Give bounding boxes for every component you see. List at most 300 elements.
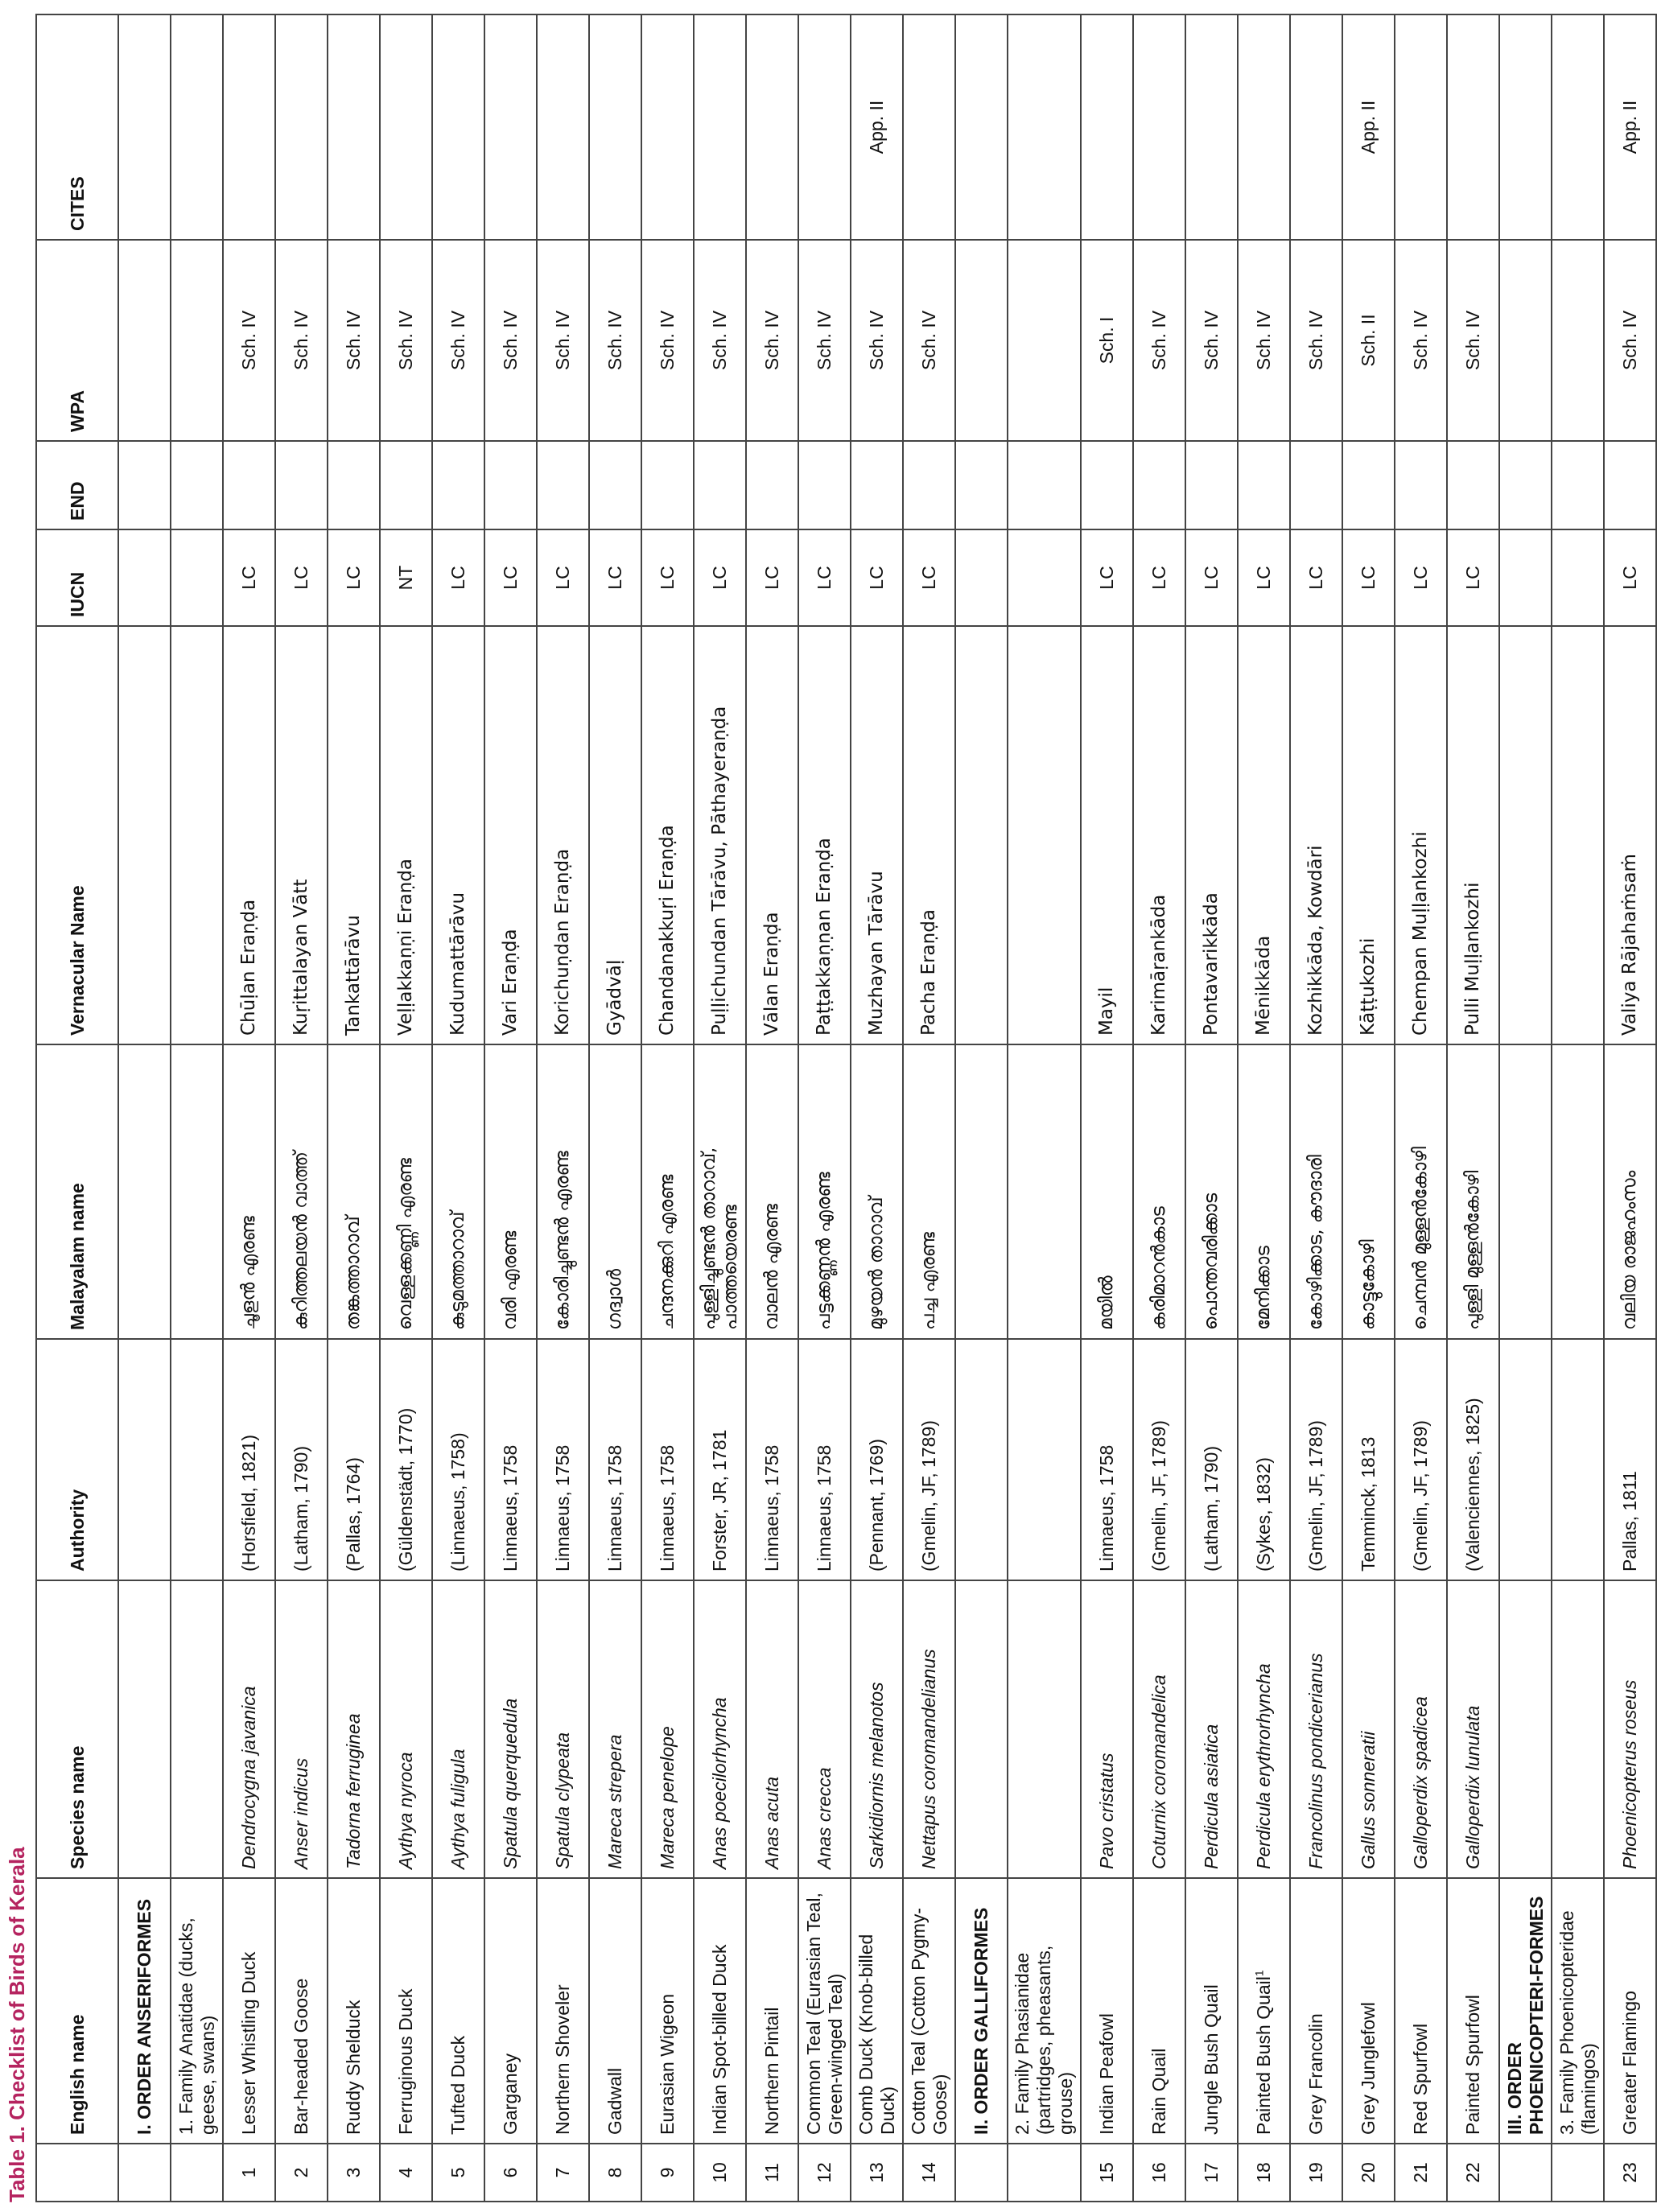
malayalam-name: പുള്ളിച്ചുണ്ടൻ താറാവ്, പാത്തയെരണ്ട: [694, 1044, 746, 1339]
table-row: [694, 14, 746, 2202]
species-name: Perdicula asiatica: [1185, 1580, 1238, 1878]
species-name: Spatula querquedula: [484, 1580, 537, 1878]
cites-appendix: [1185, 14, 1238, 240]
english-name-text: Cotton Teal (Cotton Pygmy-Goose): [907, 1907, 950, 2135]
english-name: [1395, 1878, 1447, 2144]
iucn-status: LC: [223, 529, 275, 626]
row-number-empty: [1499, 2144, 1552, 2202]
wpa-schedule: Sch. IV: [1238, 240, 1290, 441]
empty-cell: [955, 1044, 1008, 1339]
empty-cell: [1552, 14, 1604, 240]
iucn-status: LC: [328, 529, 380, 626]
empty-cell: [1552, 1044, 1604, 1339]
order-row: [955, 14, 1008, 2202]
endemic-status: [798, 441, 851, 529]
endemic-status: [380, 441, 432, 529]
english-name: [223, 1878, 275, 2144]
table-row: [328, 14, 380, 2202]
english-name: [537, 1878, 589, 2144]
english-name: [798, 1878, 851, 2144]
english-name: [1342, 1878, 1395, 2144]
empty-cell: [1499, 441, 1552, 529]
empty-cell: [1552, 1580, 1604, 1878]
row-number: 18: [1238, 2144, 1290, 2202]
footnote-marker: 1: [1252, 1970, 1266, 1977]
malayalam-name: മയിൽ: [1081, 1044, 1133, 1339]
cites-appendix: App. II: [1604, 14, 1656, 240]
endemic-status: [328, 441, 380, 529]
cites-appendix: [746, 14, 798, 240]
empty-cell: [1552, 1339, 1604, 1580]
family-label: 3. Family Phoenicopteridae (flamingos): [1552, 1878, 1604, 2144]
cites-appendix: [537, 14, 589, 240]
empty-cell: [118, 1044, 171, 1339]
english-name-text: Comb Duck (Knob-billed Duck): [855, 1934, 898, 2135]
english-name-text: Gadwall: [604, 2067, 625, 2135]
empty-cell: [1499, 1580, 1552, 1878]
empty-cell: [1552, 240, 1604, 441]
table-row: [589, 14, 641, 2202]
order-row: [1499, 14, 1552, 2202]
malayalam-name: ചൂളൻ എരണ്ട: [223, 1044, 275, 1339]
english-name: [1185, 1878, 1238, 2144]
vernacular-name: Muzhayan Tārāvu: [851, 626, 903, 1044]
wpa-schedule: Sch. I: [1081, 240, 1133, 441]
cites-appendix: [275, 14, 328, 240]
cites-appendix: [903, 14, 955, 240]
authority: (Horsfield, 1821): [223, 1339, 275, 1580]
english-name-text: Ferruginous Duck: [395, 1988, 416, 2135]
table-row: [537, 14, 589, 2202]
malayalam-name: വാലൻ എരണ്ട: [746, 1044, 798, 1339]
empty-cell: [171, 1339, 223, 1580]
empty-cell: [1552, 626, 1604, 1044]
species-name: Mareca penelope: [641, 1580, 694, 1878]
empty-cell: [1008, 1339, 1081, 1580]
vernacular-name: Chūḷan Eraṇḍa: [223, 626, 275, 1044]
header-malayalam-name: Malayalam name: [36, 1044, 118, 1339]
order-label: III. ORDER PHOENICOPTERI-FORMES: [1499, 1878, 1552, 2144]
row-number: 19: [1290, 2144, 1342, 2202]
vernacular-name: Gyādvāḷ: [589, 626, 641, 1044]
authority: (Gmelin, JF, 1789): [1290, 1339, 1342, 1580]
vernacular-name: Chempan Muḷḷankozhi: [1395, 626, 1447, 1044]
empty-cell: [171, 1580, 223, 1878]
table-row: [484, 14, 537, 2202]
row-number: 3: [328, 2144, 380, 2202]
wpa-schedule: Sch. IV: [484, 240, 537, 441]
empty-cell: [171, 626, 223, 1044]
iucn-status: LC: [746, 529, 798, 626]
empty-cell: [118, 441, 171, 529]
malayalam-name: പുള്ളി മുള്ളൻകോഴി: [1447, 1044, 1499, 1339]
vernacular-name: Korichuṇdan Eraṇḍa: [537, 626, 589, 1044]
species-name: Anas acuta: [746, 1580, 798, 1878]
species-name: Anser indicus: [275, 1580, 328, 1878]
malayalam-name: കുറിത്തലയൻ വാത്ത്: [275, 1044, 328, 1339]
empty-cell: [1552, 529, 1604, 626]
english-name: [1290, 1878, 1342, 2144]
row-number: 15: [1081, 2144, 1133, 2202]
species-name: Phoenicopterus roseus: [1604, 1580, 1656, 1878]
wpa-schedule: Sch. IV: [328, 240, 380, 441]
row-number: 6: [484, 2144, 537, 2202]
row-number: 5: [432, 2144, 484, 2202]
empty-cell: [171, 529, 223, 626]
wpa-schedule: Sch. IV: [223, 240, 275, 441]
english-name-text: Painted Spurfowl: [1462, 1995, 1483, 2135]
row-number: 7: [537, 2144, 589, 2202]
iucn-status: LC: [851, 529, 903, 626]
species-name: Sarkidiornis melanotos: [851, 1580, 903, 1878]
empty-cell: [1499, 626, 1552, 1044]
wpa-schedule: Sch. IV: [1395, 240, 1447, 441]
order-row: [118, 14, 171, 2202]
authority: (Latham, 1790): [275, 1339, 328, 1580]
species-name: Francolinus pondicerianus: [1290, 1580, 1342, 1878]
cites-appendix: [328, 14, 380, 240]
wpa-schedule: Sch. IV: [589, 240, 641, 441]
english-name-text: Northern Shoveler: [552, 1984, 573, 2135]
row-number-empty: [1552, 2144, 1604, 2202]
cites-appendix: [432, 14, 484, 240]
species-name: Pavo cristatus: [1081, 1580, 1133, 1878]
empty-cell: [1008, 441, 1081, 529]
vernacular-name: Kudumattārāvu: [432, 626, 484, 1044]
empty-cell: [955, 626, 1008, 1044]
malayalam-name: തങ്കത്താറാവ്: [328, 1044, 380, 1339]
vernacular-name: Pacha Eraṇḍa: [903, 626, 955, 1044]
table-row: [903, 14, 955, 2202]
malayalam-name: വലിയ രാജഹംസം: [1604, 1044, 1656, 1339]
malayalam-name: പട്ടക്കണ്ണൻ എരണ്ട: [798, 1044, 851, 1339]
empty-cell: [1008, 240, 1081, 441]
cites-appendix: [798, 14, 851, 240]
authority: Linnaeus, 1758: [589, 1339, 641, 1580]
wpa-schedule: Sch. IV: [1447, 240, 1499, 441]
authority: (Gmelin, JF, 1789): [1133, 1339, 1185, 1580]
authority: Linnaeus, 1758: [798, 1339, 851, 1580]
wpa-schedule: Sch. IV: [432, 240, 484, 441]
species-name: Tadorna ferruginea: [328, 1580, 380, 1878]
malayalam-name: മുഴയൻ താറാവ്: [851, 1044, 903, 1339]
english-name: [275, 1878, 328, 2144]
vernacular-name: Mayil: [1081, 626, 1133, 1044]
family-row: [171, 14, 223, 2202]
header-english-name: English name: [36, 1878, 118, 2144]
row-number: 9: [641, 2144, 694, 2202]
wpa-schedule: Sch. IV: [1290, 240, 1342, 441]
species-name: Dendrocygna javanica: [223, 1580, 275, 1878]
authority: (Sykes, 1832): [1238, 1339, 1290, 1580]
authority: Linnaeus, 1758: [746, 1339, 798, 1580]
endemic-status: [851, 441, 903, 529]
cites-appendix: [223, 14, 275, 240]
iucn-status: LC: [1447, 529, 1499, 626]
malayalam-name: വരി എരണ്ട: [484, 1044, 537, 1339]
table-row: [275, 14, 328, 2202]
vernacular-name: Paṭṭakkaṇṇan Eraṇḍa: [798, 626, 851, 1044]
english-name-text: Grey Francolin: [1305, 2013, 1326, 2135]
english-name: [851, 1878, 903, 2144]
english-name-text: Indian Spot-billed Duck: [709, 1944, 730, 2135]
family-label: 2. Family Phasianidae (partridges, pheasants, grouse): [1008, 1878, 1081, 2144]
english-name-text: Tufted Duck: [447, 2035, 468, 2135]
wpa-schedule: Sch. IV: [641, 240, 694, 441]
malayalam-name: പൊന്തവരിക്കാട: [1185, 1044, 1238, 1339]
table-body: [118, 14, 1656, 2202]
authority: Linnaeus, 1758: [1081, 1339, 1133, 1580]
header-vernacular-name: Vernacular Name: [36, 626, 118, 1044]
english-name: [641, 1878, 694, 2144]
row-number: 8: [589, 2144, 641, 2202]
vernacular-name: Veḷḷakkaṇṇi Eraṇḍa: [380, 626, 432, 1044]
endemic-status: [484, 441, 537, 529]
english-name: [1238, 1878, 1290, 2144]
row-number-empty: [1008, 2144, 1081, 2202]
malayalam-name: ഗദ്വാൾ: [589, 1044, 641, 1339]
row-number: 4: [380, 2144, 432, 2202]
authority: (Pennant, 1769): [851, 1339, 903, 1580]
species-name: Coturnix coromandelica: [1133, 1580, 1185, 1878]
iucn-status: LC: [275, 529, 328, 626]
table-row: [1342, 14, 1395, 2202]
endemic-status: [1395, 441, 1447, 529]
wpa-schedule: Sch. IV: [798, 240, 851, 441]
empty-cell: [955, 441, 1008, 529]
iucn-status: LC: [1342, 529, 1395, 626]
cites-appendix: [589, 14, 641, 240]
species-name: Aythya fuligula: [432, 1580, 484, 1878]
empty-cell: [171, 240, 223, 441]
iucn-status: NT: [380, 529, 432, 626]
wpa-schedule: Sch. IV: [1133, 240, 1185, 441]
malayalam-name: കോഴിക്കാട, കൗദാരി: [1290, 1044, 1342, 1339]
family-row: [1552, 14, 1604, 2202]
iucn-status: LC: [484, 529, 537, 626]
empty-cell: [1008, 1580, 1081, 1878]
endemic-status: [223, 441, 275, 529]
family-label: 1. Family Anatidae (ducks, geese, swans): [171, 1878, 223, 2144]
endemic-status: [1238, 441, 1290, 529]
endemic-status: [1185, 441, 1238, 529]
english-name-text: Bar-headed Goose: [291, 1978, 311, 2135]
header-wpa: WPA: [36, 240, 118, 441]
wpa-schedule: Sch. IV: [694, 240, 746, 441]
species-name: Mareca strepera: [589, 1580, 641, 1878]
empty-cell: [1008, 529, 1081, 626]
checklist-table: [35, 14, 1657, 2202]
cites-appendix: [694, 14, 746, 240]
species-name: Anas crecca: [798, 1580, 851, 1878]
header-num: [36, 2144, 118, 2202]
malayalam-name: കരിമാറൻകാട: [1133, 1044, 1185, 1339]
empty-cell: [171, 14, 223, 240]
english-name-text: Common Teal (Eurasian Teal, Green-winged Teal): [802, 1893, 846, 2135]
vernacular-name: Mēnikkāda: [1238, 626, 1290, 1044]
iucn-status: LC: [641, 529, 694, 626]
endemic-status: [1290, 441, 1342, 529]
row-number: 23: [1604, 2144, 1656, 2202]
family-row: [1008, 14, 1081, 2202]
cites-appendix: [1238, 14, 1290, 240]
endemic-status: [1133, 441, 1185, 529]
row-number: 13: [851, 2144, 903, 2202]
header-cites: CITES: [36, 14, 118, 240]
empty-cell: [118, 14, 171, 240]
header-end: END: [36, 441, 118, 529]
english-name: [694, 1878, 746, 2144]
authority: (Güldenstädt, 1770): [380, 1339, 432, 1580]
vernacular-name: Kozhikkāda, Kowdāri: [1290, 626, 1342, 1044]
endemic-status: [694, 441, 746, 529]
table-row: [223, 14, 275, 2202]
species-name: Gallus sonneratii: [1342, 1580, 1395, 1878]
empty-cell: [1552, 441, 1604, 529]
row-number-empty: [955, 2144, 1008, 2202]
english-name: [1133, 1878, 1185, 2144]
endemic-status: [432, 441, 484, 529]
wpa-schedule: Sch. IV: [903, 240, 955, 441]
iucn-status: LC: [903, 529, 955, 626]
table-row: [1133, 14, 1185, 2202]
cites-appendix: [1447, 14, 1499, 240]
iucn-status: LC: [432, 529, 484, 626]
species-name: Anas poecilorhyncha: [694, 1580, 746, 1878]
iucn-status: LC: [1395, 529, 1447, 626]
vernacular-name: Vālan Eraṇḍa: [746, 626, 798, 1044]
endemic-status: [1604, 441, 1656, 529]
endemic-status: [537, 441, 589, 529]
english-name-text: Grey Junglefowl: [1358, 2002, 1379, 2135]
empty-cell: [171, 1044, 223, 1339]
iucn-status: LC: [1081, 529, 1133, 626]
header-authority: Authority: [36, 1339, 118, 1580]
cites-appendix: [484, 14, 537, 240]
species-name: Galloperdix spadicea: [1395, 1580, 1447, 1878]
malayalam-name: പച്ച എരണ്ട: [903, 1044, 955, 1339]
empty-cell: [1499, 529, 1552, 626]
english-name-text: Indian Peafowl: [1096, 2013, 1117, 2135]
table-row: [432, 14, 484, 2202]
iucn-status: LC: [537, 529, 589, 626]
empty-cell: [955, 240, 1008, 441]
endemic-status: [589, 441, 641, 529]
empty-cell: [955, 1580, 1008, 1878]
wpa-schedule: Sch. IV: [746, 240, 798, 441]
species-name: Aythya nyroca: [380, 1580, 432, 1878]
empty-cell: [955, 529, 1008, 626]
header-iucn: IUCN: [36, 529, 118, 626]
vernacular-name: Karimāṛankāda: [1133, 626, 1185, 1044]
iucn-status: LC: [798, 529, 851, 626]
authority: (Latham, 1790): [1185, 1339, 1238, 1580]
row-number: 11: [746, 2144, 798, 2202]
english-name: [1447, 1878, 1499, 2144]
cites-appendix: [380, 14, 432, 240]
empty-cell: [118, 240, 171, 441]
endemic-status: [1342, 441, 1395, 529]
row-number: 20: [1342, 2144, 1395, 2202]
wpa-schedule: Sch. IV: [851, 240, 903, 441]
cites-appendix: [641, 14, 694, 240]
table-row: [851, 14, 903, 2202]
english-name-text: Rain Quail: [1148, 2048, 1169, 2135]
row-number: 21: [1395, 2144, 1447, 2202]
row-number: 22: [1447, 2144, 1499, 2202]
english-name: [1604, 1878, 1656, 2144]
authority: (Gmelin, JF, 1789): [903, 1339, 955, 1580]
english-name: [432, 1878, 484, 2144]
table-row: [1185, 14, 1238, 2202]
english-name: [746, 1878, 798, 2144]
malayalam-name: വെള്ളക്കണ്ണി എരണ്ട: [380, 1044, 432, 1339]
empty-cell: [1008, 626, 1081, 1044]
empty-cell: [118, 529, 171, 626]
wpa-schedule: Sch. IV: [275, 240, 328, 441]
english-name: [1081, 1878, 1133, 2144]
endemic-status: [746, 441, 798, 529]
order-label: I. ORDER ANSERIFORMES: [118, 1878, 171, 2144]
english-name: [380, 1878, 432, 2144]
iucn-status: LC: [1238, 529, 1290, 626]
malayalam-name: കാട്ടുകോഴി: [1342, 1044, 1395, 1339]
malayalam-name: മേനിക്കാട: [1238, 1044, 1290, 1339]
vernacular-name: Kuṛittalayan Vātt: [275, 626, 328, 1044]
endemic-status: [275, 441, 328, 529]
wpa-schedule: Sch. IV: [1604, 240, 1656, 441]
cites-appendix: App. II: [1342, 14, 1395, 240]
authority: Forster, JR, 1781: [694, 1339, 746, 1580]
row-number: 17: [1185, 2144, 1238, 2202]
authority: Linnaeus, 1758: [641, 1339, 694, 1580]
row-number: 12: [798, 2144, 851, 2202]
table-row: [380, 14, 432, 2202]
species-name: Spatula clypeata: [537, 1580, 589, 1878]
endemic-status: [1081, 441, 1133, 529]
english-name: [328, 1878, 380, 2144]
vernacular-name: Chandanakkuṛi Eraṇḍa: [641, 626, 694, 1044]
iucn-status: LC: [694, 529, 746, 626]
endemic-status: [641, 441, 694, 529]
english-name-text: Ruddy Shelduck: [343, 2000, 364, 2135]
empty-cell: [1008, 1044, 1081, 1339]
authority: (Linnaeus, 1758): [432, 1339, 484, 1580]
order-label: II. ORDER GALLIFORMES: [955, 1878, 1008, 2144]
cites-appendix: App. II: [851, 14, 903, 240]
cites-appendix: [1133, 14, 1185, 240]
endemic-status: [903, 441, 955, 529]
english-name: [589, 1878, 641, 2144]
english-name-text: Lesser Whistling Duck: [238, 1951, 259, 2135]
empty-cell: [1499, 1339, 1552, 1580]
iucn-status: LC: [1185, 529, 1238, 626]
iucn-status: LC: [589, 529, 641, 626]
english-name-text: Eurasian Wigeon: [657, 1993, 678, 2135]
authority: Linnaeus, 1758: [537, 1339, 589, 1580]
table-title: Table 1. Checklist of Birds of Kerala: [5, 1847, 29, 2202]
table-row: [1290, 14, 1342, 2202]
vernacular-name: Pulli Muḷḷankozhi: [1447, 626, 1499, 1044]
empty-cell: [171, 441, 223, 529]
row-number: 1: [223, 2144, 275, 2202]
wpa-schedule: Sch. II: [1342, 240, 1395, 441]
english-name-text: Northern Pintail: [761, 2007, 782, 2135]
empty-cell: [955, 1339, 1008, 1580]
authority: Linnaeus, 1758: [484, 1339, 537, 1580]
authority: (Valenciennes, 1825): [1447, 1339, 1499, 1580]
vernacular-name: Kāṭṭukozhi: [1342, 626, 1395, 1044]
